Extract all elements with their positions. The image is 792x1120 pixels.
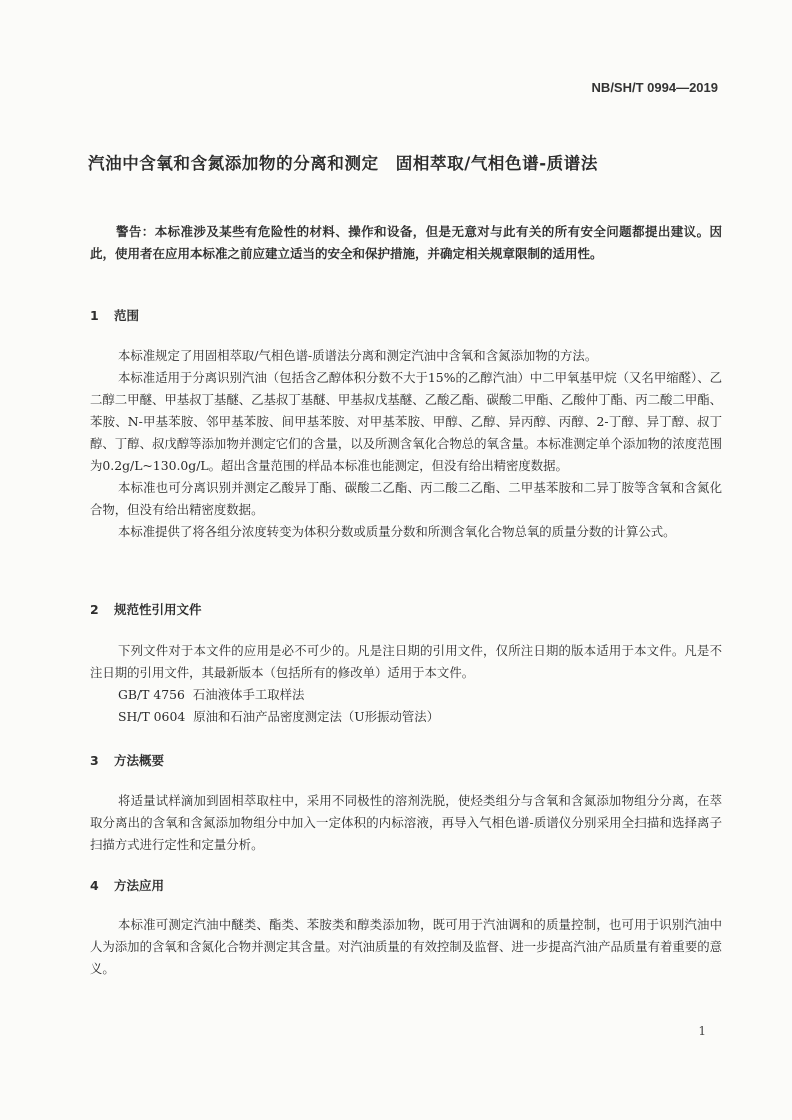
paragraph: 本标准规定了用固相萃取/气相色谱-质谱法分离和测定汽油中含氧和含氮添加物的方法。 [118,348,598,363]
paragraph: 本标准也可分离识别并测定乙酸异丁酯、碳酸二乙酯、丙二酸二乙酯、二甲基苯胺和二异丁胺等含氧和含氮化合物，但没有给出精密度数据。 [90,480,722,517]
section-2-heading [90,600,202,618]
section-number: 1 [90,308,99,323]
section-3-heading [90,751,164,769]
standard-code: NB/SH/T 0994—2019 [591,80,718,95]
warning-paragraph: 警告：本标准涉及某些有危险性的材料、操作和设备，但是无意对与此有关的所有安全问题都提出建议。因此，使用者在应用本标准之前应建立适当的安全和保护措施，并确定相关规章限制的适用性。 [90,224,722,261]
paragraph: 本标准提供了将各组分浓度转变为体积分数或质量分数和所测含氧化合物总氧的质量分数的计算公式。 [118,524,676,539]
reference-code: GB/T 4756 [118,687,185,702]
paragraph: 将适量试样滴加到固相萃取柱中，采用不同极性的溶剂洗脱，使烃类组分与含氧和含氮添加物组分分离，在萃取分离出的含氧和含氮添加物组分中加入一定体积的内标溶液，再导入气相色谱-质谱仪分别采用全扫描和选择离子扫描方式进行定性和定量分析。 [90,793,722,852]
paragraph: 下列文件对于本文件的应用是必不可少的。凡是注日期的引用文件，仅所注日期的版本适用于本文件。凡是不注日期的引用文件，其最新版本（包括所有的修改单）适用于本文件。 [90,643,722,680]
reference-name: 石油液体手工取样法 [192,687,305,702]
section-4-heading [90,876,164,894]
page-number: 1 [698,1024,706,1038]
reference-name: 原油和石油产品密度测定法（U形振动管法） [193,709,440,724]
paragraph: 本标准适用于分离识别汽油（包括含乙醇体积分数不大于15%的乙醇汽油）中二甲氧基甲烷（又名甲缩醛）、乙二醇二甲醚、甲基叔丁基醚、乙基叔丁基醚、甲基叔戊基醚、乙酸乙酯、碳酸二甲酯、乙酸仲丁酯、丙二酸二甲酯、苯胺、N-甲基苯胺、邻甲基苯胺、间甲基苯胺、对甲基苯胺、甲醇、乙醇、异丙醇、丙醇、2-丁醇、异丁醇、叔丁醇、丁醇、叔戊醇等添加物并测定它们的含量，以及所测含氧化合物总的氧含量。本标准测定单个添加物的浓度范围为0.2g/L~130.0g/L。超出含量范围的样品本标准也能测定，但没有给出精密度数据。 [90,370,722,473]
paragraph: 本标准可测定汽油中醚类、酯类、苯胺类和醇类添加物，既可用于汽油调和的质量控制，也可用于识别汽油中人为添加的含氧和含氮化合物并测定其含量。对汽油质量的有效控制及监督、进一步提高汽油产品质量有着重要的意义。 [90,917,722,976]
section-title: 方法概要 [114,753,165,768]
reference-item [90,684,722,706]
section-4-body [90,914,722,980]
section-number: 2 [90,602,99,617]
section-1-heading [90,306,139,324]
section-title: 范围 [114,308,140,323]
reference-item [90,706,722,728]
section-1-body [90,345,722,543]
section-number: 4 [90,878,99,893]
document-title: 汽油中含氧和含氮添加物的分离和测定 固相萃取/气相色谱-质谱法 [88,154,598,173]
section-title: 方法应用 [114,878,165,893]
section-2-body [90,640,722,728]
section-3-body [90,790,722,856]
section-title: 规范性引用文件 [114,602,202,617]
section-number: 3 [90,753,99,768]
reference-code: SH/T 0604 [118,709,186,724]
